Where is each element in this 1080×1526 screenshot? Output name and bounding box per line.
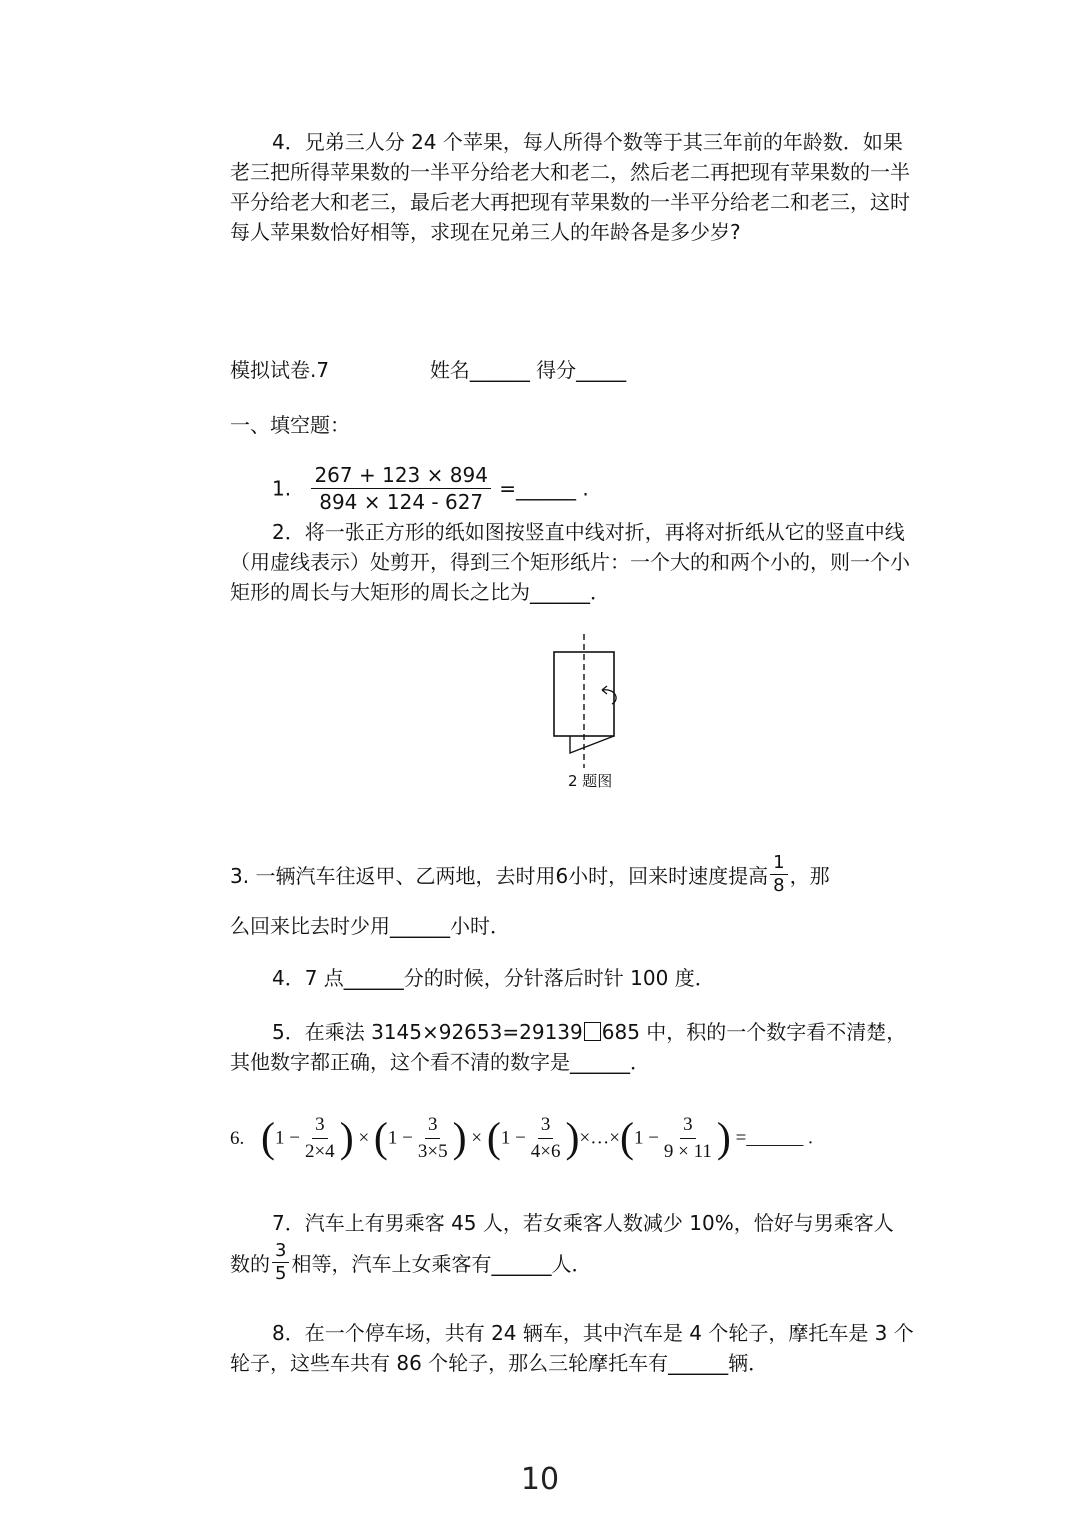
q6-one: 1 − — [275, 1127, 300, 1149]
q6-term-1 — [302, 1112, 338, 1165]
q5-text-after: 685 中，积的一个数字看不清楚，其他数字都正确，这个看不清的数字是______． — [230, 1020, 907, 1074]
q1-numerator: 267 + 123 × 894 — [311, 462, 490, 489]
q3-line1-suffix: ，那 — [789, 864, 830, 888]
q7-line2 — [230, 1240, 591, 1285]
q6-suffix: =______ . — [735, 1127, 813, 1149]
exam-header — [230, 354, 626, 383]
problem-4-text: 4．兄弟三人分 24 个苹果，每人所得个数等于其三年前的年龄数．如果老三把所得苹果数的一半平分给老大和老二，然后老二再把现有苹果数的一半平分给老大和老三，最后老大再把现有苹果数的一半平分给老二和老三，这时每人苹果数恰好相等，求现在兄弟三人的年龄各是多少岁? — [230, 130, 910, 244]
q6-times: × — [358, 1127, 370, 1149]
paren-open: ( — [486, 1115, 501, 1162]
problem-4-top — [230, 127, 920, 247]
q2-figure — [540, 632, 640, 772]
q6-one: 1 − — [387, 1127, 413, 1149]
q1-label: 1. — [272, 476, 292, 501]
q1-fraction — [311, 462, 490, 515]
q6-label: 6. — [230, 1127, 245, 1149]
q7-line2-prefix: 数的 — [230, 1252, 270, 1276]
q7-frac-num: 3 — [272, 1240, 289, 1263]
q3-fraction — [770, 852, 787, 897]
q6-t4-num: 3 — [680, 1112, 696, 1139]
paren-open: ( — [373, 1115, 388, 1162]
question-5 — [230, 1017, 920, 1077]
q6-t3-den: 4×6 — [530, 1141, 561, 1162]
q6-t2-num: 3 — [425, 1112, 441, 1139]
name-blank: ______ — [469, 358, 530, 382]
question-7 — [230, 1208, 920, 1238]
q6-t1-den: 2×4 — [304, 1141, 335, 1162]
question-1 — [272, 462, 589, 515]
q8-text: 8．在一个停车场，共有 24 辆车，其中汽车是 4 个轮子，摩托车是 3 个轮子，这些车共有 86 个轮子，那么三轮摩托车有______辆． — [230, 1321, 914, 1375]
q4-text: 4．7 点______分的时候，分针落后时针 100 度． — [272, 966, 715, 990]
paren-close: ) — [339, 1115, 354, 1162]
q7-line1: 7．汽车上有男乘客 45 人，若女乘客人数减少 10%，恰好与男乘客人 — [272, 1211, 894, 1235]
name-label: 姓名 — [429, 358, 470, 382]
q6-t2-den: 3×5 — [417, 1141, 448, 1162]
score-label: 得分 — [536, 358, 577, 382]
q7-fraction — [272, 1240, 289, 1285]
question-8 — [230, 1318, 920, 1378]
q6-term-2 — [415, 1112, 451, 1165]
q6-t1-num: 3 — [312, 1112, 328, 1139]
q3-frac-num: 1 — [770, 852, 787, 875]
q3-line1-prefix: 3. 一辆汽车往返甲、乙两地，去时用6小时，回来时速度提高 — [230, 864, 769, 888]
q6-term-4 — [661, 1112, 715, 1165]
q1-suffix: =______ . — [499, 476, 589, 501]
paren-close: ) — [716, 1115, 731, 1162]
paren-open: ( — [619, 1115, 634, 1162]
q5-text — [230, 1017, 920, 1077]
q6-term-3 — [528, 1112, 564, 1165]
q1-denominator: 894 × 124 - 627 — [319, 490, 484, 514]
q6-times: × — [471, 1127, 483, 1149]
unclear-digit-box — [584, 1022, 601, 1041]
question-2 — [230, 517, 920, 607]
score-blank: _____ — [576, 358, 627, 382]
question-3-line1 — [230, 852, 830, 897]
q7-frac-den: 5 — [275, 1263, 287, 1284]
q6-one: 1 − — [633, 1127, 659, 1149]
folded-flap — [570, 736, 614, 753]
q2-text: 2．将一张正方形的纸如图按竖直中线对折，再将对折纸从它的竖直中线（用虚线表示）处剪开，得到三个矩形纸片：一个大的和两个小的，则一个小矩形的周长与大矩形的周长之比为______． — [230, 520, 910, 604]
section-title: 一、填空题： — [230, 413, 350, 437]
question-4 — [230, 963, 920, 993]
question-6 — [230, 1112, 813, 1165]
page-number: 10 — [520, 1462, 560, 1497]
q6-one: 1 − — [500, 1127, 526, 1149]
q2-figure-caption: 2 题图 — [568, 772, 613, 790]
q3-line2: 么回来比去时少用______小时． — [230, 914, 510, 938]
q6-dots: ×…× — [579, 1127, 620, 1149]
paren-close: ) — [452, 1115, 467, 1162]
q3-frac-den: 8 — [773, 875, 785, 896]
q5-text-before: 5．在乘法 3145×92653=29139 — [272, 1020, 583, 1044]
q7-line2-suffix: 相等，汽车上女乘客有______人． — [291, 1252, 592, 1276]
paren-open: ( — [261, 1115, 275, 1162]
paren-close: ) — [565, 1115, 580, 1162]
exam-title: 模拟试卷.7 — [230, 358, 330, 382]
q6-t4-den: 9 × 11 — [663, 1141, 712, 1162]
q6-t3-num: 3 — [538, 1112, 554, 1139]
